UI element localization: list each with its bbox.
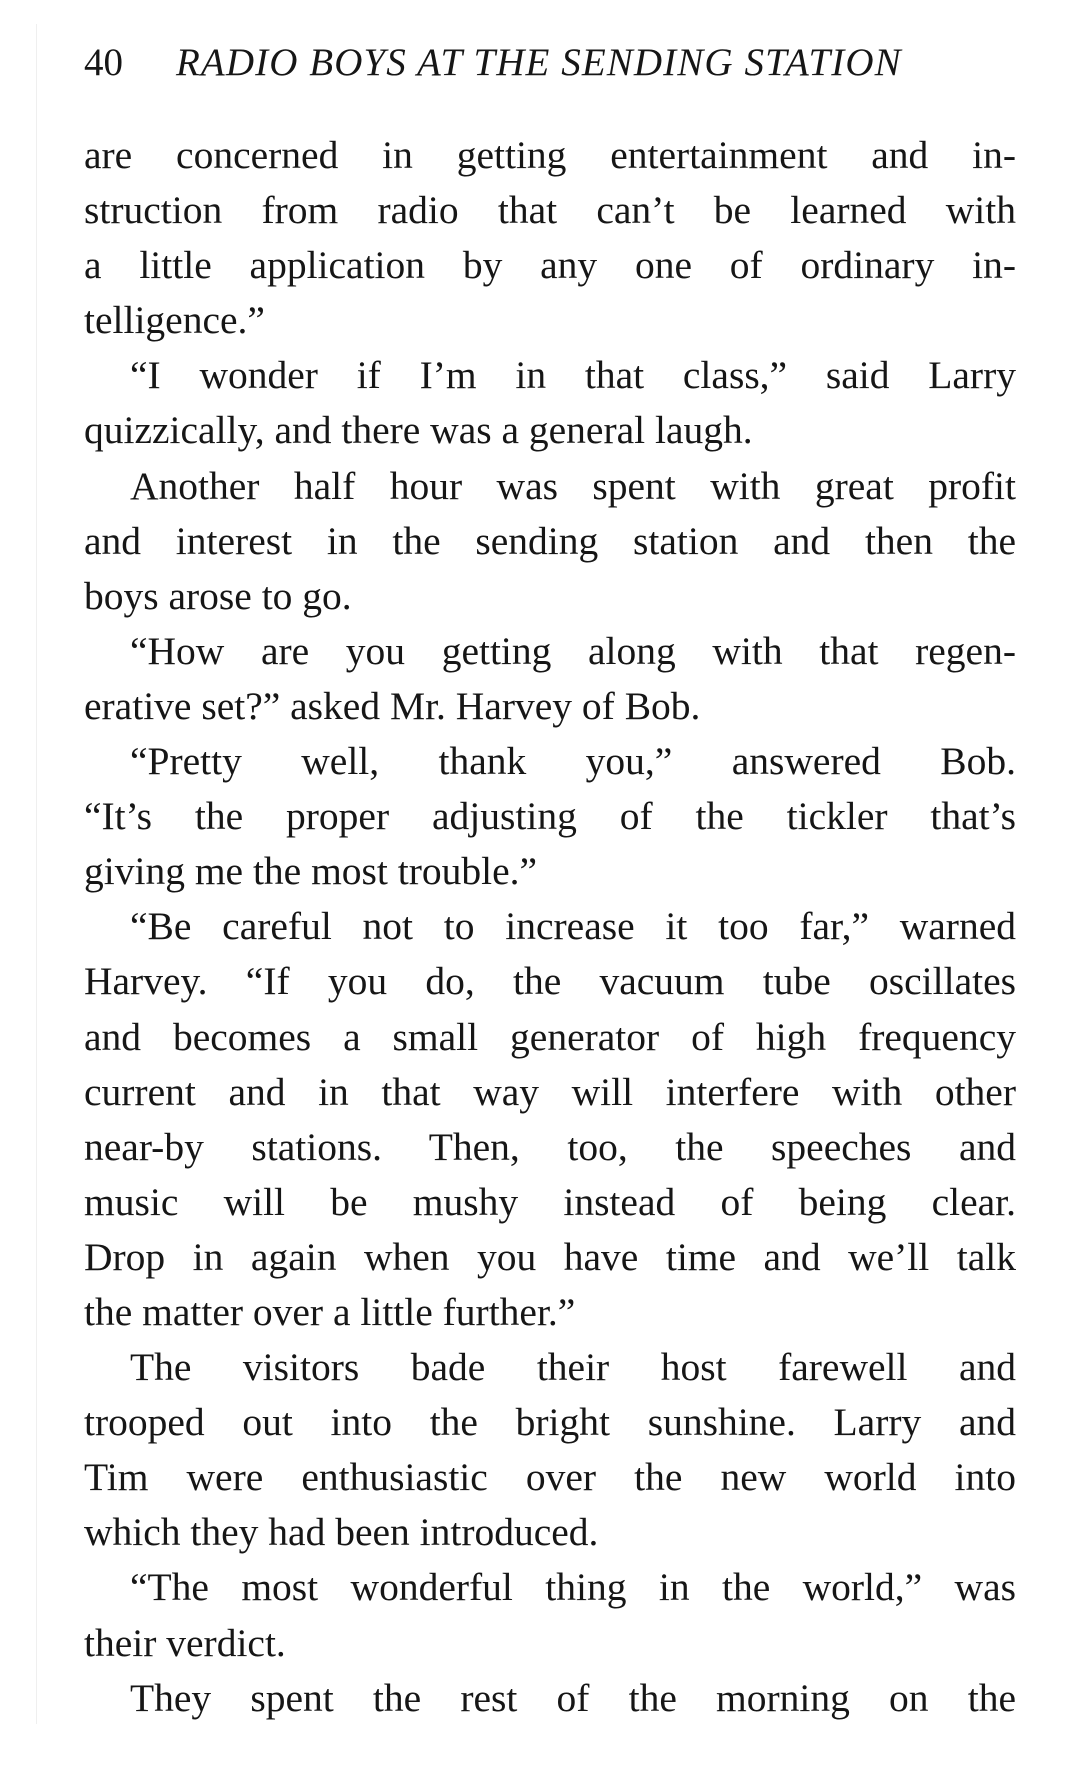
- text-line: struction from radio that can’t be learned with: [84, 188, 1016, 233]
- text-line: quizzically, and there was a general laugh.: [84, 408, 753, 453]
- running-head: [84, 38, 1016, 88]
- text-line: boys arose to go.: [84, 573, 352, 618]
- text-line: They spent the rest of the morning on the: [130, 1675, 1016, 1720]
- text-line: Tim were enthusiastic over the new world into: [84, 1455, 1016, 1500]
- text-line: a little application by any one of ordinary in-: [84, 243, 1016, 288]
- text-line: current and in that way will interfere with other: [84, 1069, 1016, 1114]
- text-line: giving me the most trouble.”: [84, 849, 538, 894]
- page-number: 40: [84, 41, 123, 84]
- text-line: near-by stations. Then, too, the speeches and: [84, 1124, 1016, 1169]
- text-line: “I wonder if I’m in that class,” said Larry: [130, 353, 1016, 398]
- text-line: erative set?” asked Mr. Harvey of Bob.: [84, 683, 701, 728]
- text-line: and becomes a small generator of high frequency: [84, 1014, 1016, 1059]
- page-edge-shadow: [36, 24, 37, 1724]
- text-line: their verdict.: [84, 1620, 286, 1665]
- text-line: “How are you getting along with that regen-: [130, 628, 1016, 673]
- text-line: Drop in again when you have time and we’ll talk: [84, 1234, 1016, 1279]
- text-line: telligence.”: [84, 298, 265, 343]
- text-line: music will be mushy instead of being clear.: [84, 1179, 1016, 1224]
- text-line: “Be careful not to increase it too far,” warned: [130, 904, 1016, 949]
- text-line: Harvey. “If you do, the vacuum tube oscillates: [84, 959, 1016, 1004]
- text-line: the matter over a little further.”: [84, 1289, 576, 1334]
- text-line: which they had been introduced.: [84, 1510, 599, 1555]
- text-line: “The most wonderful thing in the world,” was: [130, 1565, 1016, 1610]
- text-line: Another half hour was spent with great profit: [130, 463, 1016, 508]
- text-line: are concerned in getting entertainment and in-: [84, 133, 1016, 177]
- text-line: trooped out into the bright sunshine. Larry and: [84, 1400, 1016, 1445]
- body-text: [84, 128, 1016, 1726]
- text-line: “It’s the proper adjusting of the tickler that’s: [84, 794, 1016, 839]
- running-title: RADIO BOYS AT THE SENDING STATION: [176, 41, 902, 84]
- text-line: “Pretty well, thank you,” answered Bob.: [130, 739, 1016, 784]
- text-line: The visitors bade their host farewell and: [130, 1345, 1016, 1390]
- text-line: and interest in the sending station and then the: [84, 518, 1016, 563]
